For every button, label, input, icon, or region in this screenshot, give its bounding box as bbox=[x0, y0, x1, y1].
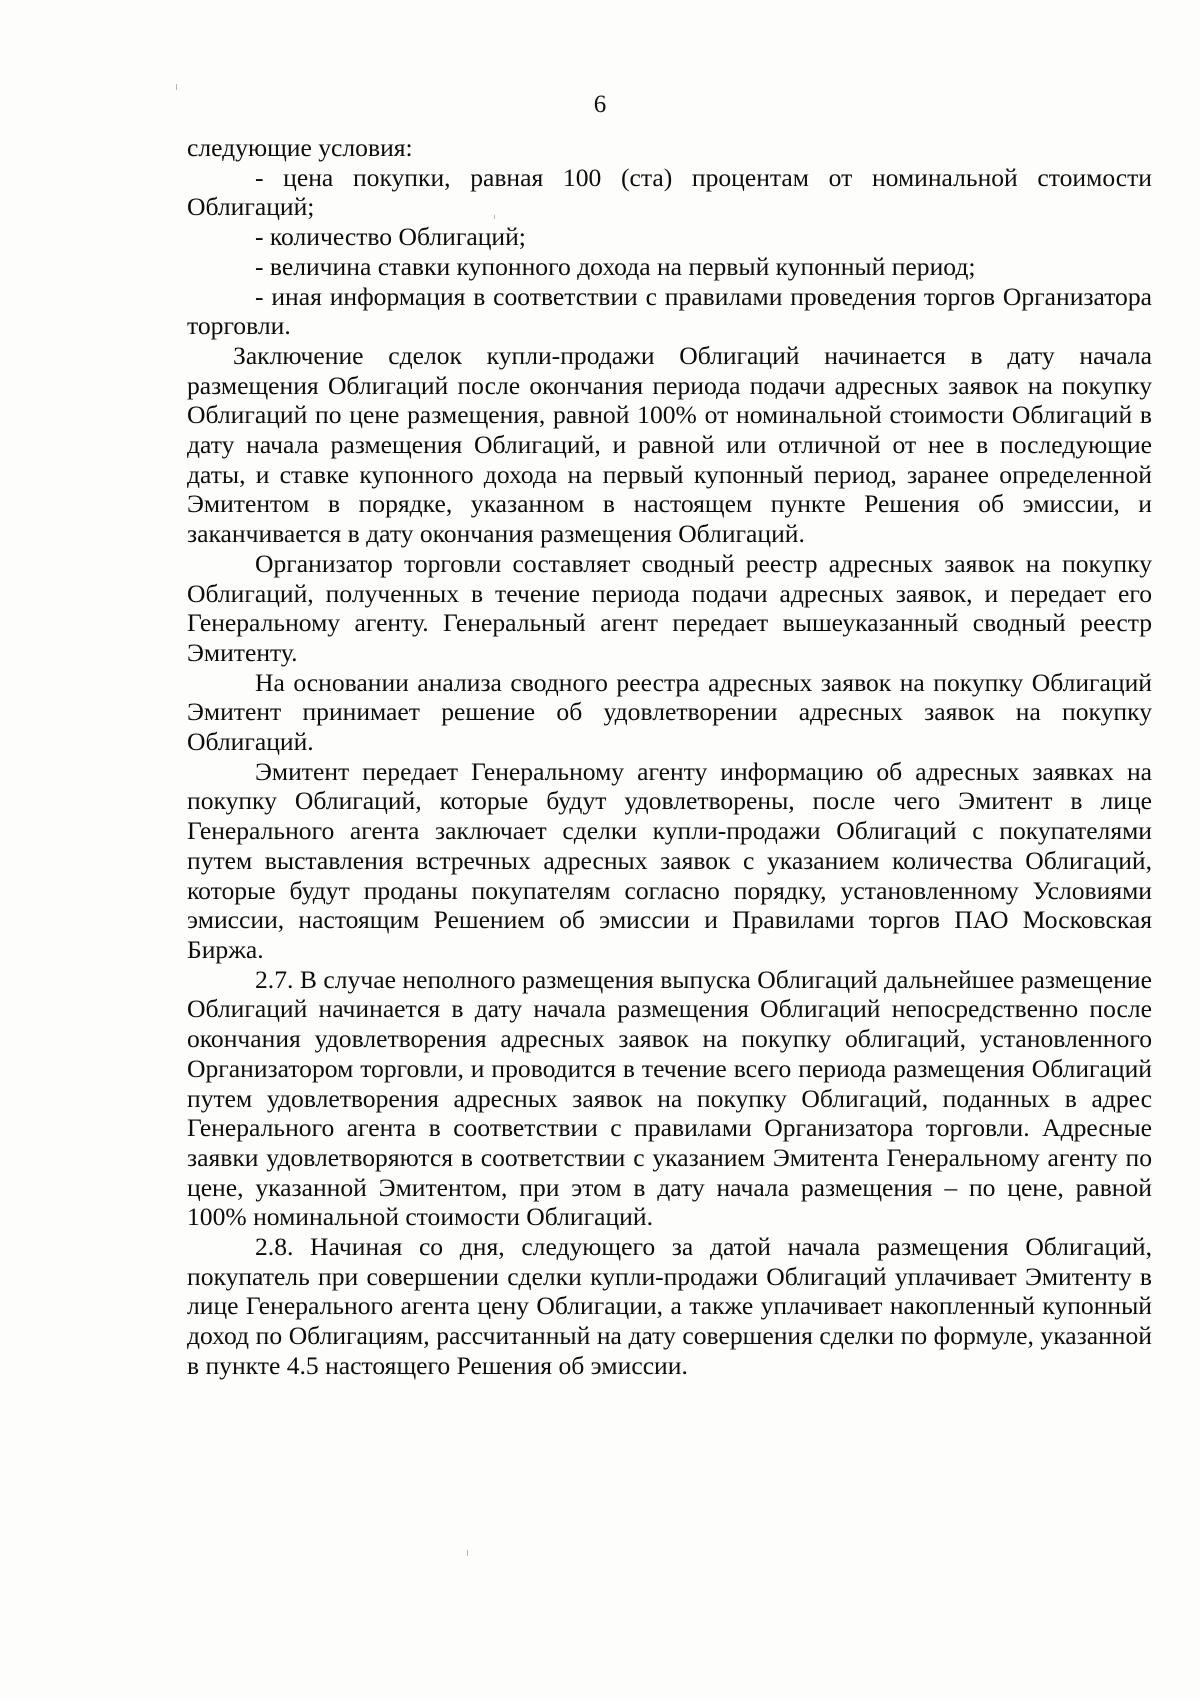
section-2-8: 2.8. Начиная со дня, следующего за датой начала размещения Облигаций, покупатель при совершении сделки купли-продажи Облигаций уплачивает Эмитенту в лице Генерального агента цену Облигации, а также уплачивает накопленный купонный доход по Облигациям, рассчитанный на дату совершения сделки по формуле, указанной в пункте 4.5 настоящего Решения об эмиссии. bbox=[187, 1232, 1152, 1380]
paragraph-register: Организатор торговли составляет сводный реестр адресных заявок на покупку Облигаций, полученных в течение периода подачи адресных заявок, и передает его Генеральному агенту. Генеральный агент передает вышеуказанный сводный реестр Эмитенту. bbox=[187, 548, 1152, 667]
section-2-7: 2.7. В случае неполного размещения выпуска Облигаций дальнейшее размещение Облигаций начинается в дату начала размещения Облигаций непосредственно после окончания удовлетворения адресных заявок на покупку облигаций, установленного Организатором торговли, и проводится в течение всего периода размещения Облигаций путем удовлетворения адресных заявок на покупку Облигаций, поданных в адрес Генерального агента в соответствии с правилами Организатора торговли. Адресные заявки удовлетворяются в соответствии с указанием Эмитента Генеральному агенту по цене, указанной Эмитентом, при этом в дату начала размещения – по цене, равной 100% номинальной стоимости Облигаций. bbox=[187, 964, 1152, 1232]
paragraph-issuer-transfer: Эмитент передает Генеральному агенту информацию об адресных заявках на покупку Облигаций, которые будут удовлетворены, после чего Эмитент в лице Генерального агента заключает сделки купли-продажи Облигаций с покупателями путем выставления встречных адресных заявок с указанием количества Облигаций, которые будут проданы покупателям согласно порядку, установленному Условиями эмиссии, настоящим Решением об эмиссии и Правилами торгов ПАО Московская Биржа. bbox=[187, 756, 1152, 964]
list-item-quantity: - количество Облигаций; bbox=[255, 222, 526, 252]
list-item-price: - цена покупки, равная 100 (ста) процентам от номинальной стоимости Облигаций; bbox=[187, 162, 1152, 222]
scan-speck bbox=[176, 84, 177, 90]
scan-speck bbox=[467, 1550, 468, 1556]
list-item-other-info: - иная информация в соответствии с правилами проведения торгов Организатора торговли. bbox=[187, 281, 1152, 341]
list-item-coupon-rate: - величина ставки купонного дохода на первый купонный период; bbox=[255, 251, 976, 281]
intro-line: следующие условия: bbox=[187, 133, 413, 162]
paragraph-deal-conclusion: Заключение сделок купли-продажи Облигаций начинается в дату начала размещения Облигаций после окончания периода подачи адресных заявок на покупку Облигаций по цене размещения, равной 100% от номинальной стоимости Облигаций в дату начала размещения Облигаций, и равной или отличной от нее в последующие даты, и ставке купонного дохода на первый купонный период, заранее определенной Эмитентом в порядке, указанном в настоящем пункте Решения об эмиссии, и заканчивается в дату окончания размещения Облигаций. bbox=[187, 340, 1152, 549]
document-body bbox=[187, 133, 1152, 1381]
paragraph-analysis: На основании анализа сводного реестра адресных заявок на покупку Облигаций Эмитент принимает решение об удовлетворении адресных заявок на покупку Облигаций. bbox=[187, 667, 1152, 757]
page-number: 6 bbox=[593, 91, 607, 118]
